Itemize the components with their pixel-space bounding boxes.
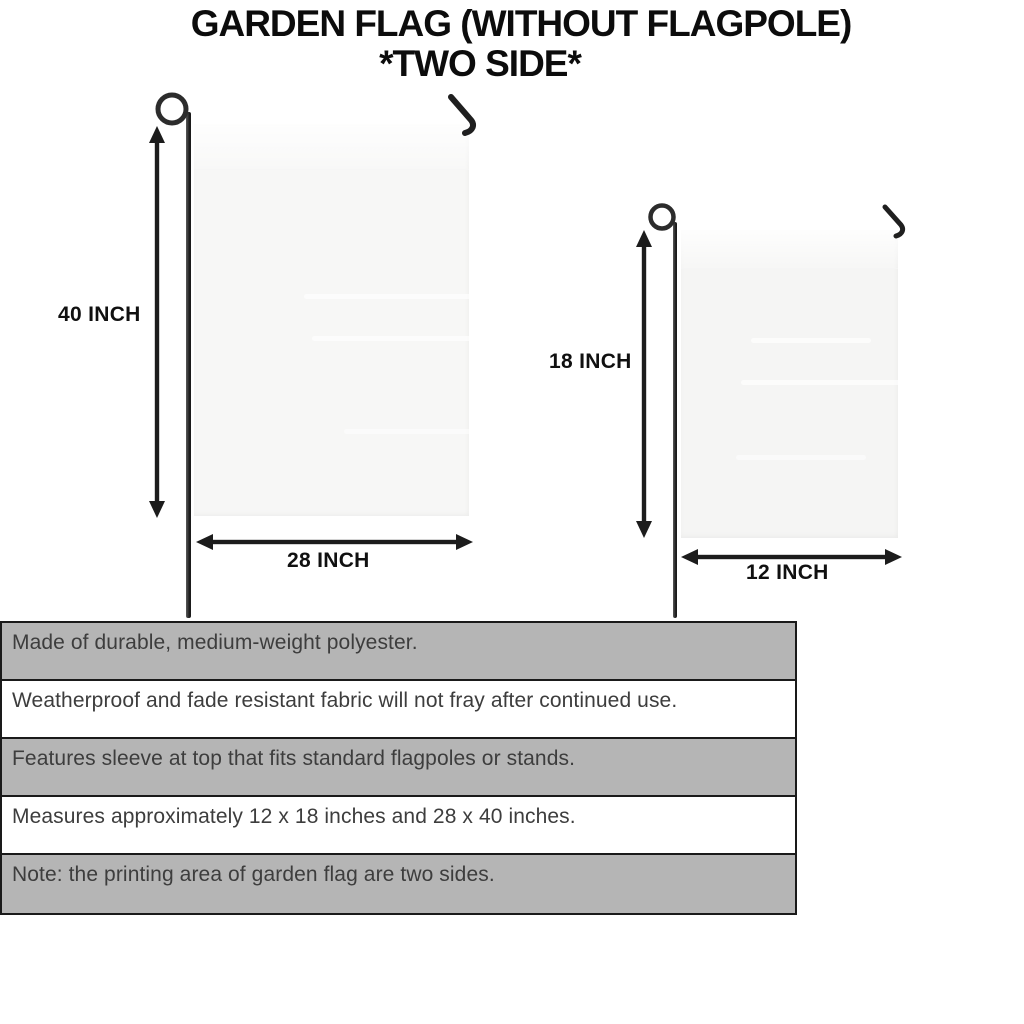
large-height-label: 40 INCH <box>58 303 141 326</box>
feature-row: Measures approximately 12 x 18 inches and 28 x 40 inches. <box>2 797 795 855</box>
flag-fabric-streak <box>312 336 542 341</box>
feature-row: Weatherproof and fade resistant fabric will not fray after continued use. <box>2 681 795 739</box>
pole-hook-icon <box>879 203 911 239</box>
feature-row: Note: the printing area of garden flag are two sides. <box>2 855 795 913</box>
large-height-arrow <box>146 126 168 518</box>
page-title: GARDEN FLAG (WITHOUT FLAGPOLE) <box>190 3 852 44</box>
flag-fabric-streak <box>304 294 494 299</box>
large-flag-pole <box>186 112 191 618</box>
small-flag-cloth <box>681 230 898 538</box>
large-width-label: 28 INCH <box>287 549 370 572</box>
large-flag-cloth <box>194 124 469 516</box>
small-height-label: 18 INCH <box>549 350 632 373</box>
features-table <box>0 621 797 915</box>
feature-row: Made of durable, medium-weight polyester. <box>2 623 795 681</box>
small-width-label: 12 INCH <box>746 561 829 584</box>
page-subtitle: *TWO SIDE* <box>379 43 581 84</box>
large-flag-sleeve <box>194 124 469 170</box>
flag-fabric-streak <box>741 380 901 385</box>
flag-fabric-streak <box>751 338 871 343</box>
pole-hook-icon <box>444 92 482 136</box>
flag-fabric-streak <box>736 455 866 460</box>
small-height-arrow <box>633 230 655 538</box>
small-flag-pole <box>673 222 677 618</box>
feature-row: Features sleeve at top that fits standard flagpoles or stands. <box>2 739 795 797</box>
flag-fabric-streak <box>344 429 599 434</box>
small-flag-sleeve <box>681 230 898 269</box>
